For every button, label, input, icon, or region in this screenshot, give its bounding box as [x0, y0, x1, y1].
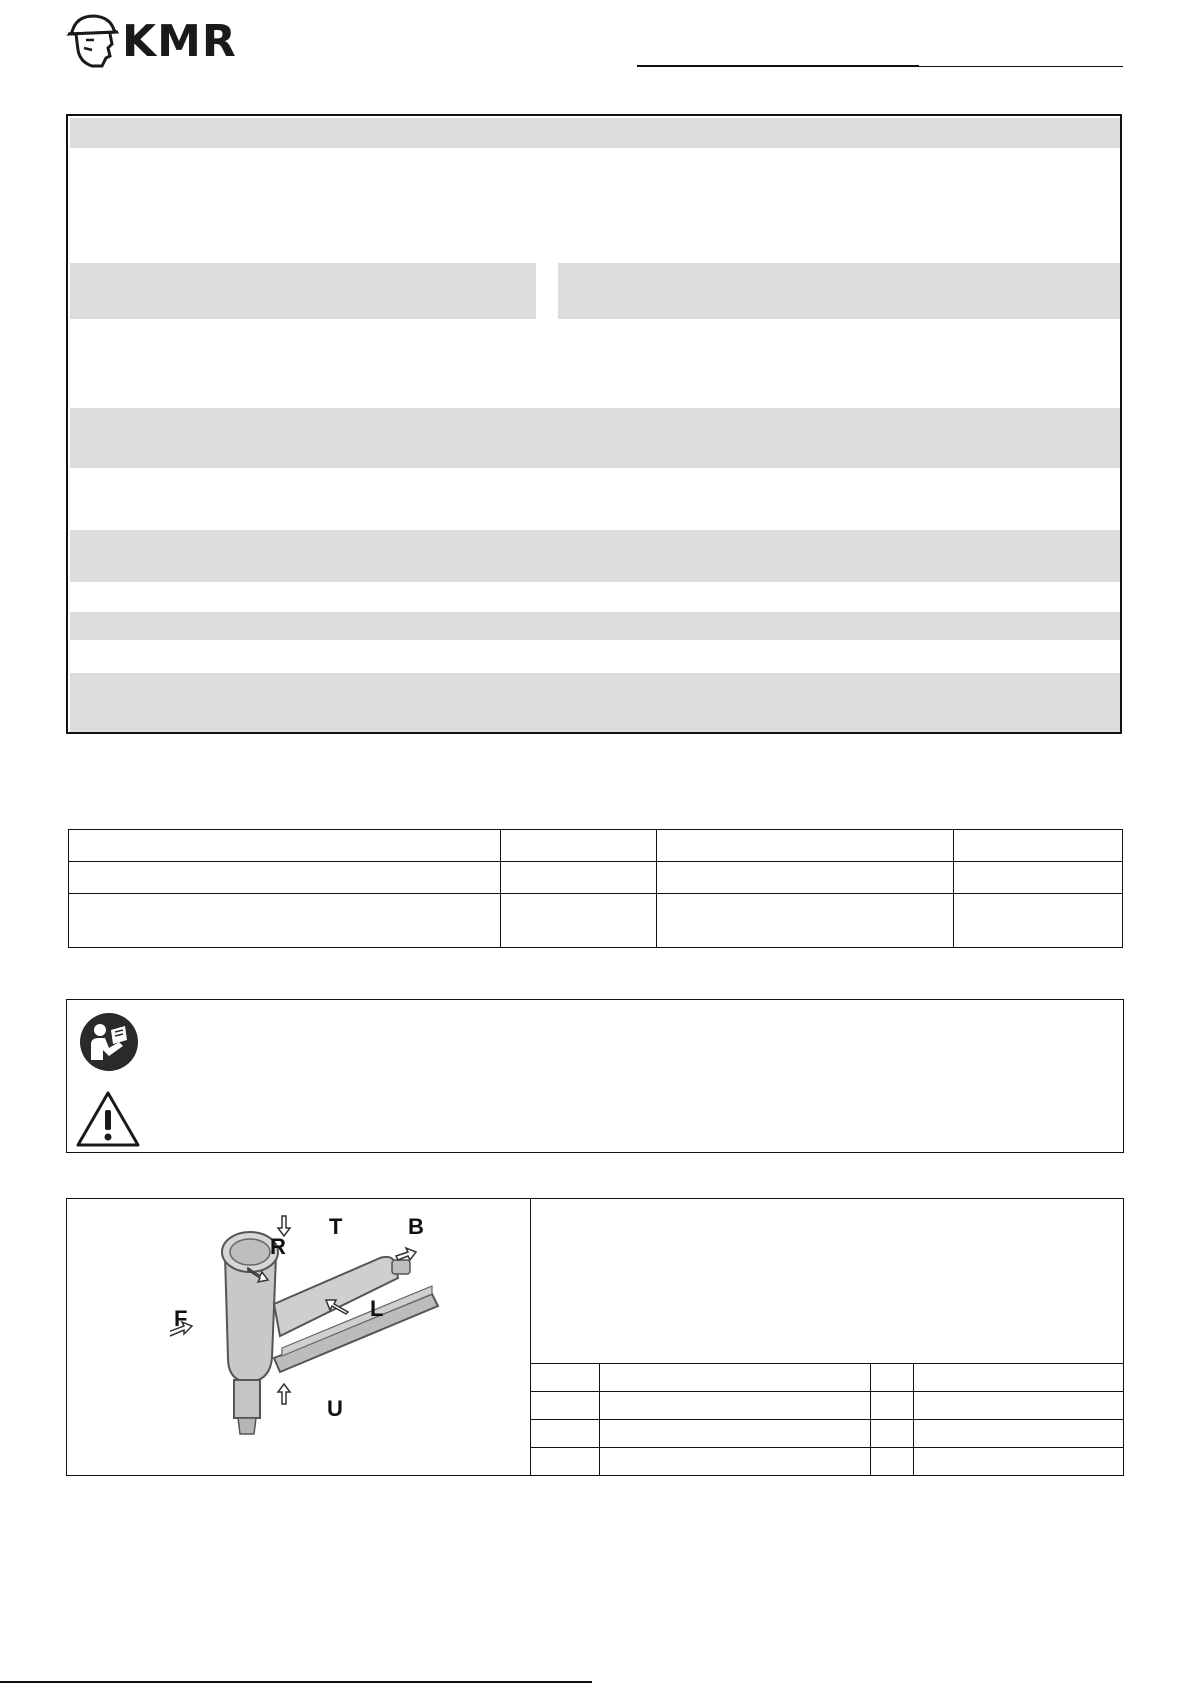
table-cell — [600, 1392, 871, 1420]
footer-rule — [0, 1681, 592, 1683]
direction-label-left: L — [370, 1296, 384, 1321]
table-row — [531, 1392, 1124, 1420]
table-cell — [871, 1420, 914, 1448]
table-cell — [69, 862, 501, 894]
table-cell — [657, 830, 954, 862]
table-cell — [531, 1364, 600, 1392]
info-band — [70, 530, 1120, 582]
table-cell — [871, 1392, 914, 1420]
info-band — [70, 118, 1120, 148]
table-row — [531, 1420, 1124, 1448]
direction-label-under: U — [327, 1396, 343, 1421]
nailer-illustration — [170, 1208, 470, 1448]
info-band-left — [70, 263, 536, 319]
direction-label-top: T — [329, 1214, 343, 1239]
info-band — [70, 408, 1120, 468]
logo-wordmark: KMR — [122, 16, 237, 67]
table-cell — [954, 830, 1123, 862]
header-rule — [637, 65, 919, 67]
table-cell — [501, 894, 657, 948]
spec-table — [68, 829, 1123, 948]
info-band-right — [558, 263, 1120, 319]
safety-notice-box — [66, 999, 1124, 1153]
warning-triangle-icon — [75, 1090, 141, 1148]
table-row — [69, 862, 1123, 894]
read-manual-icon — [79, 1012, 139, 1072]
table-cell — [871, 1364, 914, 1392]
info-band — [70, 673, 1120, 732]
table-cell — [501, 862, 657, 894]
header-rule-thin — [919, 66, 1123, 67]
direction-label-back: B — [408, 1214, 424, 1239]
table-row — [531, 1448, 1124, 1476]
logo — [62, 10, 252, 72]
table-cell — [600, 1420, 871, 1448]
direction-label-right: R — [270, 1234, 286, 1259]
table-cell — [600, 1448, 871, 1476]
info-band — [70, 612, 1120, 640]
table-cell — [657, 894, 954, 948]
table-cell — [531, 1448, 600, 1476]
table-cell — [600, 1364, 871, 1392]
direction-label-front: F — [174, 1306, 188, 1331]
product-info-frame — [66, 114, 1122, 734]
table-cell — [501, 830, 657, 862]
table-cell — [914, 1392, 1125, 1420]
table-cell — [954, 894, 1123, 948]
legend-table — [531, 1363, 1124, 1475]
table-cell — [914, 1420, 1125, 1448]
table-cell — [871, 1448, 914, 1476]
table-cell — [69, 830, 501, 862]
table-row — [69, 894, 1123, 948]
table-row — [69, 830, 1123, 862]
table-row — [531, 1364, 1124, 1392]
table-cell — [914, 1364, 1125, 1392]
table-cell — [531, 1392, 600, 1420]
table-cell — [69, 894, 501, 948]
worker-helmet-head-icon — [62, 10, 124, 72]
table-cell — [657, 862, 954, 894]
table-cell — [954, 862, 1123, 894]
table-cell — [531, 1420, 600, 1448]
table-cell — [914, 1448, 1125, 1476]
